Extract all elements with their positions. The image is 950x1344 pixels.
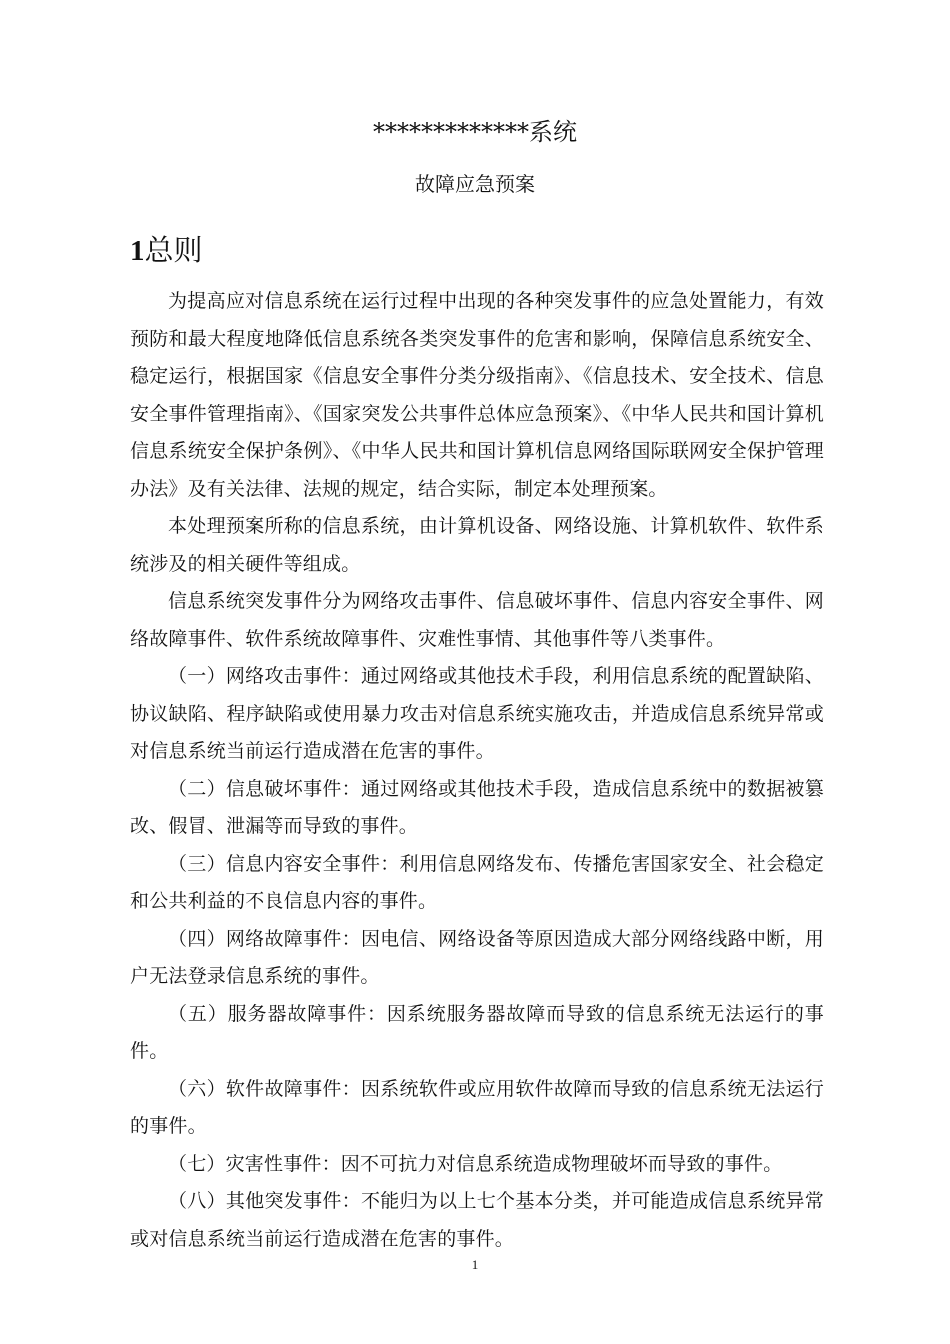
- document-title: *************系统: [373, 118, 577, 146]
- paragraph-category-6: （六）软件故障事件：因系统软件或应用软件故障而导致的信息系统无法运行的事件。: [130, 1077, 824, 1137]
- document-body: [130, 283, 824, 1258]
- paragraph-purpose: 为提高应对信息系统在运行过程中出现的各种突发事件的应急处置能力，有效预防和最大程度地降低信息系统各类突发事件的危害和影响，保障信息系统安全、稳定运行，根据国家《信息安全事件分类分级指南》、《信息技术、安全技术、信息安全事件管理指南》、《国家突发公共事件总体应急预案》、《中华人民共和国计算机信息系统安全保护条例》、《中华人民共和国计算机信息网络国际联网安全保护管理办法》及有关法律、法规的规定，结合实际，制定本处理预案。: [130, 290, 824, 500]
- paragraph-category-5: （五）服务器故障事件：因系统服务器故障而导致的信息系统无法运行的事件。: [130, 1002, 824, 1062]
- paragraph-category-7: （七）灾害性事件：因不可抗力对信息系统造成物理破坏而导致的事件。: [168, 1152, 783, 1175]
- paragraph-category-4: （四）网络故障事件：因电信、网络设备等原因造成大部分网络线路中断，用户无法登录信息系统的事件。: [130, 927, 824, 987]
- paragraph-category-2: （二）信息破坏事件：通过网络或其他技术手段，造成信息系统中的数据被篡改、假冒、泄漏等而导致的事件。: [130, 777, 824, 837]
- paragraph-categories: 信息系统突发事件分为网络攻击事件、信息破坏事件、信息内容安全事件、网络故障事件、软件系统故障事件、灾难性事情、其他事件等八类事件。: [130, 590, 824, 650]
- page-number: 1: [471, 1257, 479, 1272]
- section-title: 总则: [144, 233, 203, 267]
- paragraph-category-8: （八）其他突发事件：不能归为以上七个基本分类，并可能造成信息系统异常或对信息系统当前运行造成潜在危害的事件。: [130, 1190, 824, 1250]
- section-number: 1: [130, 235, 145, 267]
- paragraph-scope: 本处理预案所称的信息系统，由计算机设备、网络设施、计算机软件、软件系统涉及的相关硬件等组成。: [130, 515, 824, 575]
- document-subtitle: 故障应急预案: [415, 172, 535, 196]
- paragraph-category-1: （一）网络攻击事件：通过网络或其他技术手段，利用信息系统的配置缺陷、协议缺陷、程序缺陷或使用暴力攻击对信息系统实施攻击，并造成信息系统异常或对信息系统当前运行造成潜在危害的事件。: [130, 665, 824, 762]
- section-heading: [130, 230, 203, 271]
- paragraph-category-3: （三）信息内容安全事件：利用信息网络发布、传播危害国家安全、社会稳定和公共利益的不良信息内容的事件。: [130, 852, 824, 912]
